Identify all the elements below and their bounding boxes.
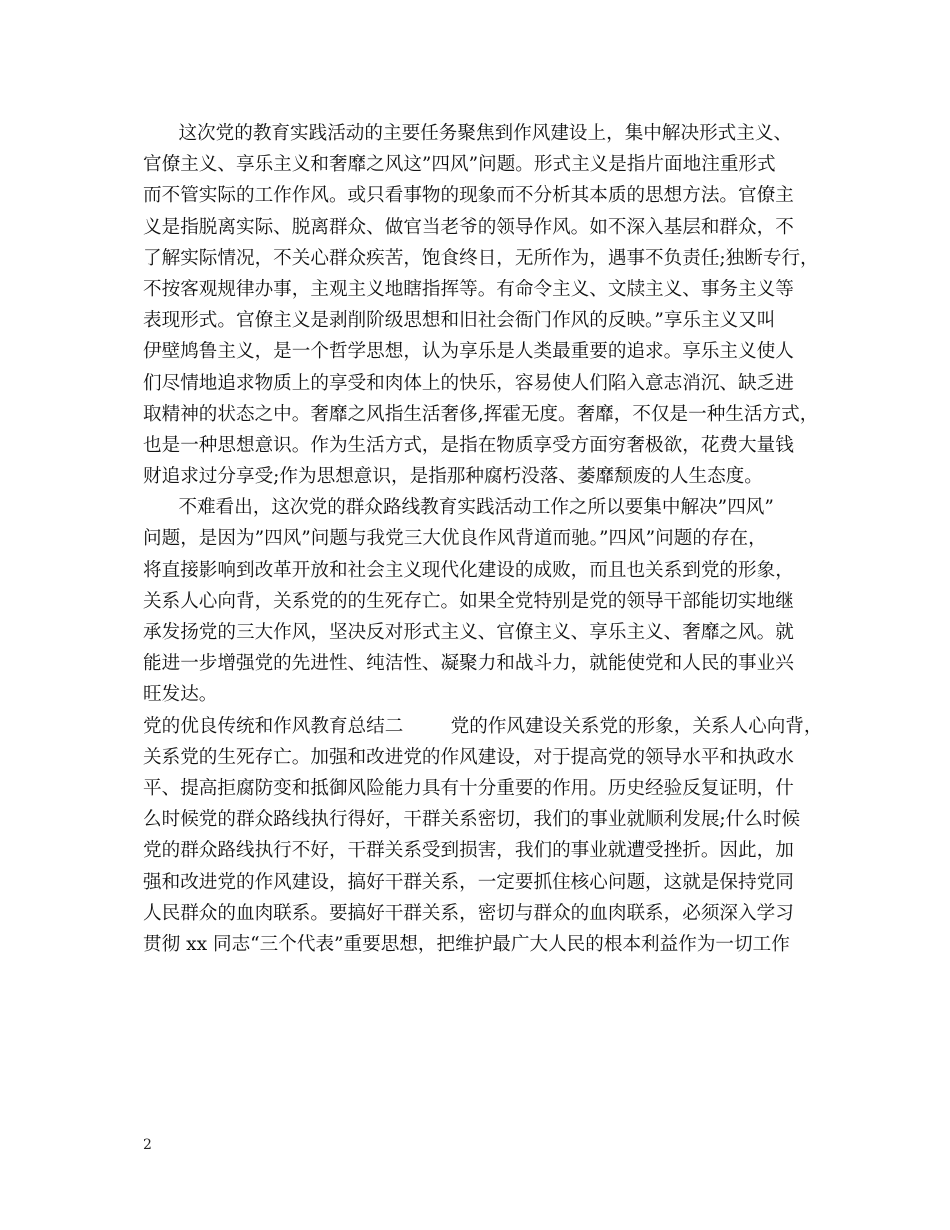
text-line: 官僚主义、享乐主义和奢靡之风这”四风”问题。形式主义是指片面地注重形式 (143, 154, 776, 176)
text-line: 取精神的状态之中。奢靡之风指生活奢侈,挥霍无度。奢靡，不仅是一种生活方式， (143, 403, 819, 425)
text-line: 党的优良传统和作风教育总结二 党的作风建设关系党的形象，关系人心向背， (143, 715, 823, 737)
text-line: 关系党的生死存亡。加强和改进党的作风建设，对于提高党的领导水平和执政水 (143, 746, 794, 768)
body-text (143, 118, 823, 960)
text-line: 贯彻 xx 同志“三个代表”重要思想，把维护最广大人民的根本利益作为一切工作 (143, 933, 790, 955)
text-line: 不难看出，这次党的群众路线教育实践活动工作之所以要集中解决”四风” (143, 497, 774, 519)
text-line: 旺发达。 (143, 684, 218, 706)
text-line: 伊壁鸠鲁主义，是一个哲学思想，认为享乐是人类最重要的追求。享乐主义使人 (143, 341, 794, 363)
text-line: 能进一步增强党的先进性、纯洁性、凝聚力和战斗力，就能使党和人民的事业兴 (143, 653, 794, 675)
text-line: 关系人心向背，关系党的的生死存亡。如果全党特别是党的领导干部能切实地继 (143, 590, 794, 612)
text-line: 义是指脱离实际、脱离群众、做官当老爷的领导作风。如不深入基层和群众，不 (143, 216, 794, 238)
text-line: 不按客观规律办事，主观主义地瞎指挥等。有命令主义、文牍主义、事务主义等 (143, 278, 794, 300)
text-line: 强和改进党的作风建设，搞好干群关系，一定要抓住核心问题，这就是保持党同 (143, 871, 794, 893)
text-line: 么时候党的群众路线执行得好，干群关系密切，我们的事业就顺利发展;什么时候 (143, 809, 801, 831)
text-line: 问题，是因为”四风”问题与我党三大优良作风背道而驰。”四风”问题的存在， (143, 528, 767, 550)
page-number: 2 (143, 1137, 152, 1153)
text-line: 表现形式。官僚主义是剥削阶级思想和旧社会衙门作风的反映。”享乐主义又叫 (143, 310, 776, 332)
text-line: 承发扬党的三大作风，坚决反对形式主义、官僚主义、享乐主义、奢靡之风。就 (143, 622, 794, 643)
text-line: 人民群众的血肉联系。要搞好干群关系，密切与群众的血肉联系，必须深入学习 (143, 902, 794, 924)
text-line: 将直接影响到改革开放和社会主义现代化建设的成败，而且也关系到党的形象， (143, 559, 794, 581)
text-line: 这次党的教育实践活动的主要任务聚焦到作风建设上，集中解决形式主义、 (143, 123, 793, 144)
text-line: 财追求过分享受;作为思想意识，是指那种腐朽没落、萎靡颓废的人生态度。 (143, 466, 763, 488)
text-line: 而不管实际的工作作风。或只看事物的现象而不分析其本质的思想方法。官僚主 (143, 185, 794, 207)
text-line: 也是一种思想意识。作为生活方式，是指在物质享受方面穷奢极欲，花费大量钱 (143, 434, 794, 456)
text-line: 党的群众路线执行不好，干群关系受到损害，我们的事业就遭受挫折。因此，加 (143, 840, 794, 862)
text-line: 平、提高拒腐防变和抵御风险能力具有十分重要的作用。历史经验反复证明，什 (143, 777, 794, 799)
text-line: 了解实际情况，不关心群众疾苦，饱食终日，无所作为，遇事不负责任;独断专行， (143, 247, 819, 269)
text-line: 们尽情地追求物质上的享受和肉体上的快乐，容易使人们陷入意志消沉、缺乏进 (143, 372, 794, 394)
